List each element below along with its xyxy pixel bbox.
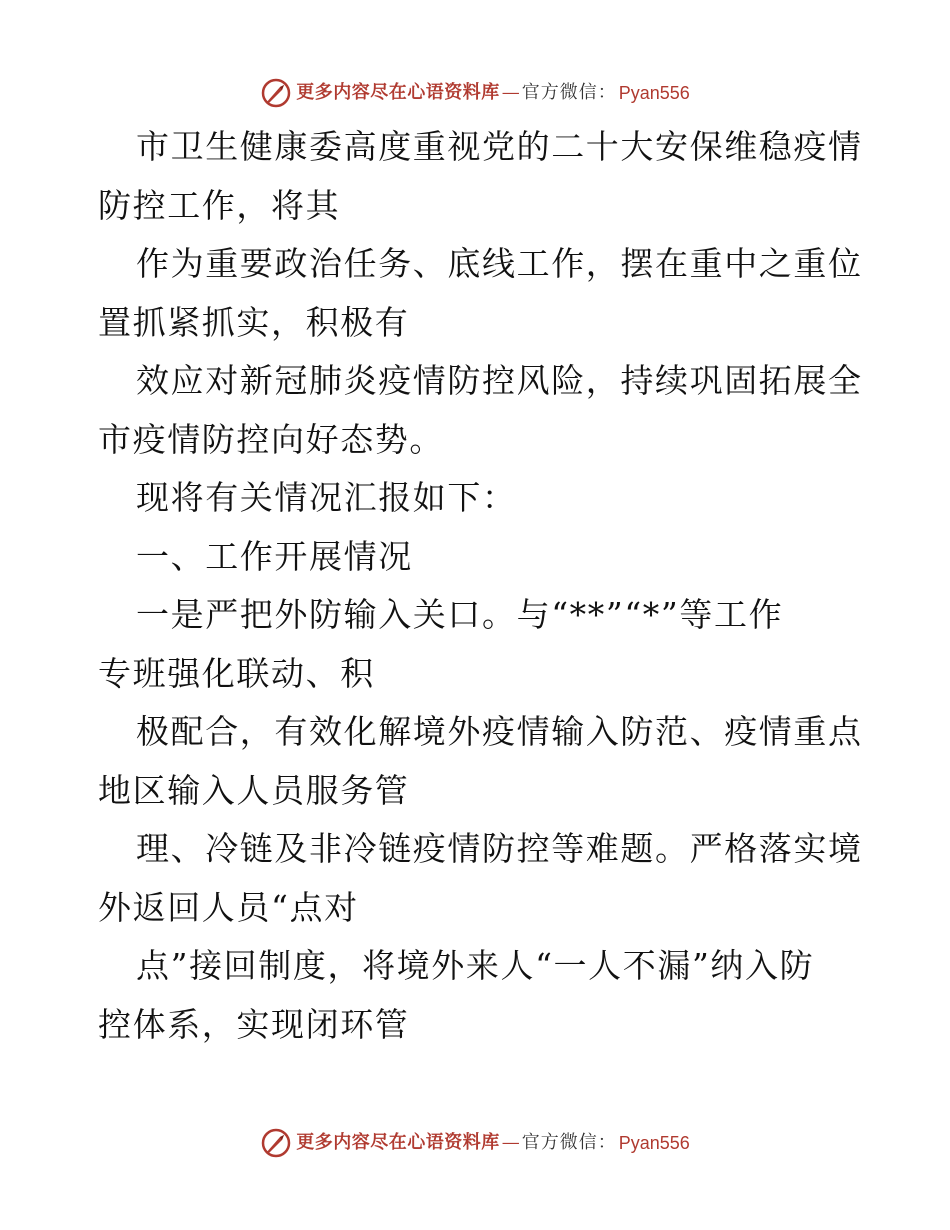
text-line: 置抓紧抓实，积极有: [98, 302, 410, 342]
watermark-label: 官方微信：: [521, 82, 617, 103]
text-line: 效应对新冠肺炎疫情防控风险，持续巩固拓展全: [136, 361, 863, 400]
watermark-site-text: 更多内容尽在心语资料库: [296, 82, 500, 103]
text-line: 专班强化联动、积: [98, 653, 375, 693]
paragraph: [98, 469, 858, 528]
text-line: 现将有关情况汇报如下：: [136, 478, 517, 517]
paragraph: [98, 820, 863, 937]
watermark-site-text: 更多内容尽在心语资料库: [296, 1132, 500, 1153]
text-line: 极配合，有效化解境外疫情输入防范、疫情重点: [136, 712, 863, 751]
text-line: 控体系，实现闭环管: [98, 1004, 410, 1044]
text-line: 理、冷链及非冷链疫情防控等难题。严格落实境: [136, 829, 863, 868]
text-line: 一、工作开展情况: [136, 536, 413, 576]
section-heading: [98, 528, 858, 587]
text-line: 防控工作，将其: [98, 185, 341, 225]
text-line: 外返回人员“点对: [98, 887, 359, 927]
text-line: 地区输入人员服务管: [98, 770, 410, 810]
paragraph: [98, 586, 858, 703]
paragraph: [98, 703, 863, 820]
watermark-dash: —: [501, 1132, 520, 1153]
text-line: 作为重要政治任务、底线工作，摆在重中之重位: [136, 244, 863, 283]
text-line: 市卫生健康委高度重视党的二十大安保维稳疫情: [136, 127, 863, 166]
watermark-label: 官方微信：: [521, 1132, 617, 1153]
watermark-dash: —: [501, 82, 520, 103]
text-line: 市疫情防控向好态势。: [98, 419, 444, 459]
pen-logo-icon: [260, 77, 292, 109]
text-line: 点”接回制度，将境外来人“一人不漏”纳入防: [136, 946, 815, 985]
paragraph: [98, 352, 863, 469]
paragraph: [98, 235, 863, 352]
watermark-wechat-id: Pyan556: [618, 83, 690, 103]
pen-logo-icon: [260, 1127, 292, 1159]
text-line: 一是严把外防输入关口。与“**”“*”等工作: [136, 595, 784, 634]
paragraph: [98, 937, 858, 1054]
watermark-wechat-id: Pyan556: [618, 1133, 690, 1153]
footer-watermark: [0, 1127, 950, 1159]
header-watermark: [0, 77, 950, 109]
paragraph: [98, 118, 863, 235]
document-body: [98, 118, 863, 1054]
